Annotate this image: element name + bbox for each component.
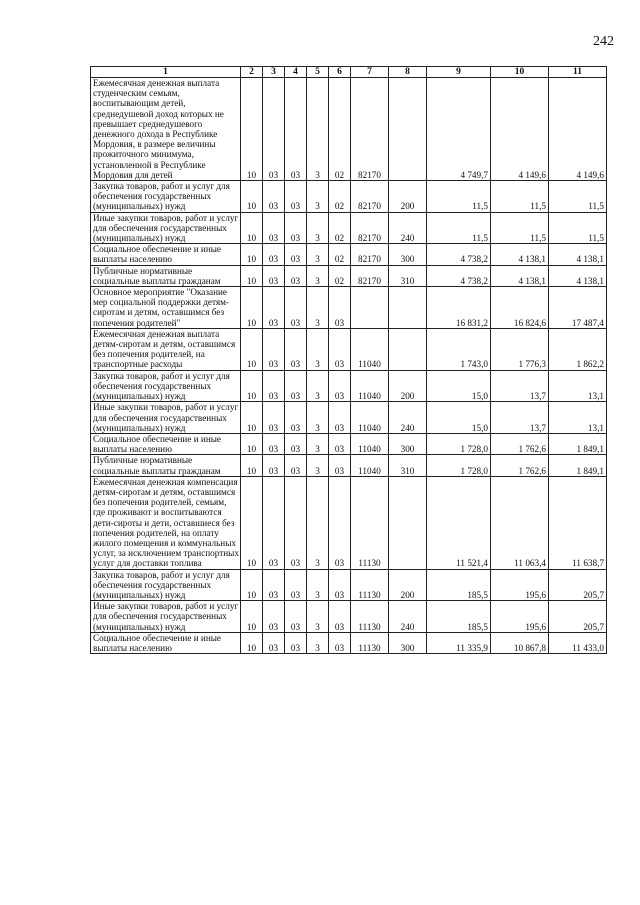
amount-col11-cell: 1 862,2 xyxy=(549,328,607,370)
subsection-code-cell: 03 xyxy=(263,78,285,181)
table-row xyxy=(91,455,607,476)
direction-code-cell: 11130 xyxy=(351,569,389,601)
amount-col11-cell: 11,5 xyxy=(549,181,607,213)
row-name-cell: Ежемесячная денежная компенсация детям-сиротам и детям, оставшимся без попечения родителей, семьям, где проживают и воспитываются дети-сироты и дети, оставшиеся без попечения родителей, на оплату жилого помещения и коммунальных услуг, за исключением транспортных услуг для доставки топлива xyxy=(91,476,241,569)
program-code-cell: 03 xyxy=(285,287,307,329)
activity-code-cell: 02 xyxy=(329,78,351,181)
subsection-code-cell: 03 xyxy=(263,476,285,569)
program-code-cell: 03 xyxy=(285,212,307,244)
section-code-cell: 10 xyxy=(241,328,263,370)
table-row xyxy=(91,244,607,265)
table-row xyxy=(91,181,607,213)
section-code-cell: 10 xyxy=(241,181,263,213)
amount-col9-cell: 11,5 xyxy=(427,212,491,244)
program-code-cell: 03 xyxy=(285,328,307,370)
subprogram-code-cell: 3 xyxy=(307,632,329,653)
row-name-cell: Закупка товаров, работ и услуг для обеспечения государственных (муниципальных) нужд xyxy=(91,181,241,213)
amount-col10-cell: 4 138,1 xyxy=(491,265,549,286)
section-code-cell: 10 xyxy=(241,433,263,454)
amount-col11-cell: 11,5 xyxy=(549,212,607,244)
program-code-cell: 03 xyxy=(285,181,307,213)
program-code-cell: 03 xyxy=(285,265,307,286)
program-code-cell: 03 xyxy=(285,601,307,633)
amount-col9-cell: 1 728,0 xyxy=(427,433,491,454)
table-body xyxy=(91,78,607,654)
table-row xyxy=(91,632,607,653)
section-code-cell: 10 xyxy=(241,78,263,181)
column-header: 3 xyxy=(263,67,285,78)
column-header: 2 xyxy=(241,67,263,78)
amount-col9-cell: 16 831,2 xyxy=(427,287,491,329)
program-code-cell: 03 xyxy=(285,433,307,454)
subsection-code-cell: 03 xyxy=(263,287,285,329)
table-row xyxy=(91,433,607,454)
activity-code-cell: 03 xyxy=(329,632,351,653)
amount-col9-cell: 15,0 xyxy=(427,370,491,402)
activity-code-cell: 03 xyxy=(329,402,351,434)
subprogram-code-cell: 3 xyxy=(307,78,329,181)
activity-code-cell: 03 xyxy=(329,433,351,454)
column-header: 6 xyxy=(329,67,351,78)
expense-type-cell: 240 xyxy=(389,402,427,434)
activity-code-cell: 03 xyxy=(329,455,351,476)
section-code-cell: 10 xyxy=(241,601,263,633)
table-row xyxy=(91,287,607,329)
amount-col10-cell: 195,6 xyxy=(491,569,549,601)
program-code-cell: 03 xyxy=(285,402,307,434)
row-name-cell: Закупка товаров, работ и услуг для обеспечения государственных (муниципальных) нужд xyxy=(91,569,241,601)
amount-col9-cell: 4 738,2 xyxy=(427,244,491,265)
direction-code-cell: 11130 xyxy=(351,476,389,569)
row-name-cell: Социальное обеспечение и иные выплаты населению xyxy=(91,632,241,653)
amount-col11-cell: 13,1 xyxy=(549,370,607,402)
amount-col9-cell: 185,5 xyxy=(427,569,491,601)
subprogram-code-cell: 3 xyxy=(307,265,329,286)
direction-code-cell: 82170 xyxy=(351,244,389,265)
amount-col10-cell: 195,6 xyxy=(491,601,549,633)
amount-col9-cell: 11 521,4 xyxy=(427,476,491,569)
page-number: 242 xyxy=(593,34,614,49)
activity-code-cell: 03 xyxy=(329,328,351,370)
expense-type-cell xyxy=(389,476,427,569)
row-name-cell: Закупка товаров, работ и услуг для обеспечения государственных (муниципальных) нужд xyxy=(91,370,241,402)
column-header: 10 xyxy=(491,67,549,78)
program-code-cell: 03 xyxy=(285,569,307,601)
amount-col9-cell: 4 738,2 xyxy=(427,265,491,286)
subprogram-code-cell: 3 xyxy=(307,181,329,213)
row-name-cell: Социальное обеспечение и иные выплаты населению xyxy=(91,433,241,454)
table-row xyxy=(91,601,607,633)
expense-type-cell: 300 xyxy=(389,433,427,454)
amount-col10-cell: 13,7 xyxy=(491,370,549,402)
program-code-cell: 03 xyxy=(285,244,307,265)
program-code-cell: 03 xyxy=(285,632,307,653)
amount-col10-cell: 1 776,3 xyxy=(491,328,549,370)
subsection-code-cell: 03 xyxy=(263,601,285,633)
activity-code-cell: 02 xyxy=(329,244,351,265)
row-name-cell: Основное мероприятие "Оказание мер социальной поддержки детям-сиротам и детям, оставшимся без попечения родителей" xyxy=(91,287,241,329)
subsection-code-cell: 03 xyxy=(263,181,285,213)
amount-col10-cell: 11,5 xyxy=(491,212,549,244)
section-code-cell: 10 xyxy=(241,569,263,601)
amount-col11-cell: 205,7 xyxy=(549,601,607,633)
section-code-cell: 10 xyxy=(241,370,263,402)
subsection-code-cell: 03 xyxy=(263,244,285,265)
subsection-code-cell: 03 xyxy=(263,455,285,476)
subsection-code-cell: 03 xyxy=(263,569,285,601)
row-name-cell: Социальное обеспечение и иные выплаты населению xyxy=(91,244,241,265)
amount-col11-cell: 11 638,7 xyxy=(549,476,607,569)
direction-code-cell: 11130 xyxy=(351,632,389,653)
activity-code-cell: 03 xyxy=(329,569,351,601)
amount-col10-cell: 11,5 xyxy=(491,181,549,213)
activity-code-cell: 02 xyxy=(329,265,351,286)
subsection-code-cell: 03 xyxy=(263,370,285,402)
direction-code-cell: 11040 xyxy=(351,370,389,402)
row-name-cell: Иные закупки товаров, работ и услуг для обеспечения государственных (муниципальных) нужд xyxy=(91,402,241,434)
direction-code-cell: 11040 xyxy=(351,433,389,454)
table-header-row xyxy=(91,67,607,78)
section-code-cell: 10 xyxy=(241,632,263,653)
column-header: 7 xyxy=(351,67,389,78)
amount-col11-cell: 205,7 xyxy=(549,569,607,601)
subprogram-code-cell: 3 xyxy=(307,212,329,244)
row-name-cell: Публичные нормативные социальные выплаты гражданам xyxy=(91,455,241,476)
direction-code-cell: 82170 xyxy=(351,265,389,286)
direction-code-cell: 11130 xyxy=(351,601,389,633)
direction-code-cell: 82170 xyxy=(351,212,389,244)
column-header: 4 xyxy=(285,67,307,78)
subprogram-code-cell: 3 xyxy=(307,328,329,370)
expense-type-cell: 200 xyxy=(389,370,427,402)
amount-col11-cell: 4 138,1 xyxy=(549,244,607,265)
amount-col9-cell: 11 335,9 xyxy=(427,632,491,653)
amount-col11-cell: 1 849,1 xyxy=(549,455,607,476)
amount-col10-cell: 10 867,8 xyxy=(491,632,549,653)
table-row xyxy=(91,328,607,370)
subprogram-code-cell: 3 xyxy=(307,433,329,454)
table-row xyxy=(91,370,607,402)
activity-code-cell: 03 xyxy=(329,601,351,633)
expense-type-cell: 240 xyxy=(389,212,427,244)
subprogram-code-cell: 3 xyxy=(307,601,329,633)
table-row xyxy=(91,476,607,569)
subprogram-code-cell: 3 xyxy=(307,402,329,434)
row-name-cell: Публичные нормативные социальные выплаты гражданам xyxy=(91,265,241,286)
subprogram-code-cell: 3 xyxy=(307,569,329,601)
expense-type-cell: 310 xyxy=(389,455,427,476)
direction-code-cell: 11040 xyxy=(351,455,389,476)
column-header: 8 xyxy=(389,67,427,78)
amount-col11-cell: 1 849,1 xyxy=(549,433,607,454)
subprogram-code-cell: 3 xyxy=(307,370,329,402)
table-row xyxy=(91,569,607,601)
amount-col9-cell: 4 749,7 xyxy=(427,78,491,181)
amount-col10-cell: 4 149,6 xyxy=(491,78,549,181)
expense-type-cell xyxy=(389,78,427,181)
program-code-cell: 03 xyxy=(285,476,307,569)
section-code-cell: 10 xyxy=(241,265,263,286)
program-code-cell: 03 xyxy=(285,78,307,181)
row-name-cell: Иные закупки товаров, работ и услуг для обеспечения государственных (муниципальных) нужд xyxy=(91,601,241,633)
expense-type-cell: 200 xyxy=(389,569,427,601)
column-header: 5 xyxy=(307,67,329,78)
amount-col10-cell: 11 063,4 xyxy=(491,476,549,569)
expense-type-cell: 310 xyxy=(389,265,427,286)
activity-code-cell: 02 xyxy=(329,212,351,244)
section-code-cell: 10 xyxy=(241,212,263,244)
subprogram-code-cell: 3 xyxy=(307,287,329,329)
row-name-cell: Иные закупки товаров, работ и услуг для обеспечения государственных (муниципальных) нужд xyxy=(91,212,241,244)
subprogram-code-cell: 3 xyxy=(307,476,329,569)
amount-col9-cell: 1 728,0 xyxy=(427,455,491,476)
expense-type-cell: 300 xyxy=(389,244,427,265)
direction-code-cell: 11040 xyxy=(351,328,389,370)
column-header: 11 xyxy=(549,67,607,78)
amount-col10-cell: 13,7 xyxy=(491,402,549,434)
direction-code-cell xyxy=(351,287,389,329)
subprogram-code-cell: 3 xyxy=(307,455,329,476)
table-row xyxy=(91,78,607,181)
row-name-cell: Ежемесячная денежная выплата детям-сиротам и детям, оставшимся без попечения родителей, на транспортные расходы xyxy=(91,328,241,370)
subprogram-code-cell: 3 xyxy=(307,244,329,265)
subsection-code-cell: 03 xyxy=(263,632,285,653)
amount-col9-cell: 185,5 xyxy=(427,601,491,633)
section-code-cell: 10 xyxy=(241,402,263,434)
amount-col11-cell: 17 487,4 xyxy=(549,287,607,329)
amount-col10-cell: 4 138,1 xyxy=(491,244,549,265)
expense-type-cell: 200 xyxy=(389,181,427,213)
direction-code-cell: 11040 xyxy=(351,402,389,434)
subsection-code-cell: 03 xyxy=(263,265,285,286)
program-code-cell: 03 xyxy=(285,455,307,476)
budget-table xyxy=(90,66,607,654)
subsection-code-cell: 03 xyxy=(263,212,285,244)
amount-col9-cell: 11,5 xyxy=(427,181,491,213)
subsection-code-cell: 03 xyxy=(263,328,285,370)
direction-code-cell: 82170 xyxy=(351,181,389,213)
expense-type-cell: 240 xyxy=(389,601,427,633)
amount-col11-cell: 4 149,6 xyxy=(549,78,607,181)
row-name-cell: Ежемесячная денежная выплата студенческим семьям, воспитывающим детей, среднедушевой доход которых не превышает среднедушевого денежного дохода в Республике Мордовия, в размере величины прожиточного минимума, установленной в Республике Мордовия для детей xyxy=(91,78,241,181)
subsection-code-cell: 03 xyxy=(263,402,285,434)
program-code-cell: 03 xyxy=(285,370,307,402)
subsection-code-cell: 03 xyxy=(263,433,285,454)
amount-col9-cell: 1 743,0 xyxy=(427,328,491,370)
amount-col11-cell: 4 138,1 xyxy=(549,265,607,286)
activity-code-cell: 03 xyxy=(329,476,351,569)
direction-code-cell: 82170 xyxy=(351,78,389,181)
column-header: 9 xyxy=(427,67,491,78)
section-code-cell: 10 xyxy=(241,455,263,476)
amount-col10-cell: 1 762,6 xyxy=(491,455,549,476)
expense-type-cell xyxy=(389,287,427,329)
section-code-cell: 10 xyxy=(241,244,263,265)
activity-code-cell: 03 xyxy=(329,370,351,402)
activity-code-cell: 03 xyxy=(329,287,351,329)
amount-col11-cell: 11 433,0 xyxy=(549,632,607,653)
amount-col11-cell: 13,1 xyxy=(549,402,607,434)
amount-col9-cell: 15,0 xyxy=(427,402,491,434)
activity-code-cell: 02 xyxy=(329,181,351,213)
table-row xyxy=(91,265,607,286)
expense-type-cell xyxy=(389,328,427,370)
section-code-cell: 10 xyxy=(241,287,263,329)
amount-col10-cell: 16 824,6 xyxy=(491,287,549,329)
column-header: 1 xyxy=(91,67,241,78)
table-row xyxy=(91,212,607,244)
amount-col10-cell: 1 762,6 xyxy=(491,433,549,454)
expense-type-cell: 300 xyxy=(389,632,427,653)
table-row xyxy=(91,402,607,434)
section-code-cell: 10 xyxy=(241,476,263,569)
